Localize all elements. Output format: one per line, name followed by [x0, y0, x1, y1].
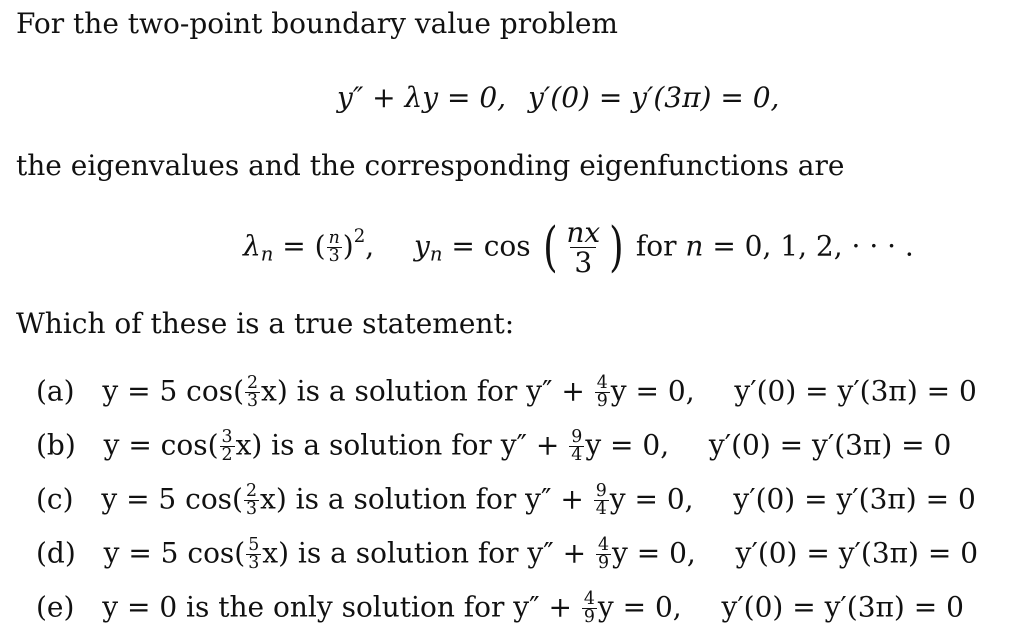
option-mid: x) is a solution for y″ + [235, 428, 569, 462]
lambda-symbol: λ [243, 229, 261, 263]
fraction-denominator: 3 [245, 499, 258, 520]
option-lead: y = 5 cos( [101, 482, 243, 516]
coefficient-denominator: 4 [595, 499, 607, 520]
option-label: (b) [36, 428, 76, 462]
eigenvalue-fraction [327, 230, 342, 266]
cos-argument-fraction [244, 483, 259, 519]
intro-text: For the two-point boundary value problem [16, 7, 618, 40]
fraction-numerator: 2 [247, 373, 259, 393]
bvp-boundary-conditions: y′(0) = y′(3π) = 0, [528, 81, 780, 114]
fraction-denominator: 2 [221, 445, 233, 466]
coefficient-numerator: 4 [583, 589, 595, 609]
option-label: (c) [36, 482, 74, 516]
equals-sign-2: = [451, 229, 475, 263]
cos-argument-fraction [245, 375, 260, 411]
lambda-subscript: n [260, 242, 274, 266]
option-boundary-conditions: y′(0) = y′(3π) = 0 [721, 590, 964, 624]
option-lead: y = 5 cos( [103, 536, 246, 570]
eigenfunction-fraction [562, 218, 604, 278]
y-symbol: y [414, 229, 430, 263]
coefficient-fraction [596, 537, 611, 573]
coefficient-numerator: 4 [596, 373, 608, 393]
option-c[interactable] [36, 483, 976, 519]
coefficient-numerator: 9 [571, 427, 583, 447]
option-mid: x) is a solution for y″ + [262, 536, 595, 570]
bvp-equation [337, 81, 780, 114]
option-mid: x) is a solution for y″ + [260, 482, 593, 516]
option-label: (a) [36, 374, 75, 408]
eigenvalue-denominator: 3 [328, 246, 340, 267]
coefficient-fraction [569, 429, 584, 465]
option-lead: y = 0 is the only solution for y″ + [102, 590, 581, 624]
coefficient-denominator: 9 [596, 391, 608, 412]
n-symbol: n [685, 229, 704, 263]
option-boundary-conditions: y′(0) = y′(3π) = 0 [708, 428, 952, 462]
eigenfunction-denominator: 3 [570, 247, 596, 277]
fraction-numerator: 2 [245, 481, 258, 501]
question-text: Which of these is a true statement: [16, 307, 515, 340]
eigen-formula: $\lambda_n$ = ( $\frac{n}{3}$ )$^2$, $y_n = \cos$ ( $\frac{nx}{3}$ ) for n = 0, 1, 2, · · · . [243, 216, 914, 280]
equals-sign: = [282, 229, 306, 263]
option-label: (d) [36, 536, 76, 570]
option-boundary-conditions: y′(0) = y′(3π) = 0 [734, 374, 977, 408]
coefficient-denominator: 9 [583, 607, 595, 628]
eigen-intro-text: the eigenvalues and the corresponding eigenfunctions are [16, 149, 845, 182]
fraction-numerator: 5 [248, 535, 260, 555]
cos-argument-fraction [220, 429, 235, 465]
cos-label: cos [483, 229, 531, 263]
option-lead: y = 5 cos( [102, 374, 244, 408]
coefficient-fraction [594, 483, 609, 519]
coefficient-fraction [595, 375, 610, 411]
coefficient-numerator: 4 [597, 535, 610, 555]
square-exponent: 2 [353, 225, 366, 247]
option-tail: y = 0, [610, 374, 695, 408]
coefficient-denominator: 4 [571, 445, 583, 466]
option-boundary-conditions: y′(0) = y′(3π) = 0 [735, 536, 979, 570]
option-mid: x) is a solution for y″ + [261, 374, 594, 408]
n-range: = 0, 1, 2, · · · . [712, 229, 914, 263]
fraction-denominator: 3 [248, 553, 260, 574]
coefficient-numerator: 9 [595, 481, 607, 501]
option-boundary-conditions: y′(0) = y′(3π) = 0 [733, 482, 976, 516]
eigen-comma: , [365, 229, 375, 263]
eigenfunction-numerator: nx [566, 216, 601, 249]
option-d[interactable] [36, 537, 978, 573]
bvp-lhs: y″ + λy = 0, [337, 81, 507, 114]
coefficient-denominator: 9 [597, 553, 610, 574]
fraction-denominator: 3 [247, 391, 259, 412]
option-b[interactable] [36, 429, 951, 465]
option-tail: y = 0, [585, 428, 670, 462]
eigenvalue-numerator: n [328, 228, 340, 249]
option-label: (e) [36, 590, 75, 624]
option-tail: y = 0, [597, 590, 682, 624]
option-a[interactable] [36, 375, 977, 411]
option-tail: y = 0, [609, 482, 694, 516]
fraction-numerator: 3 [221, 427, 233, 447]
y-subscript: n [429, 242, 443, 266]
for-text: for [635, 229, 677, 263]
option-e[interactable] [36, 591, 964, 627]
option-lead: y = cos( [103, 428, 219, 462]
coefficient-fraction [582, 591, 597, 627]
cos-argument-fraction [246, 537, 261, 573]
option-tail: y = 0, [612, 536, 696, 570]
